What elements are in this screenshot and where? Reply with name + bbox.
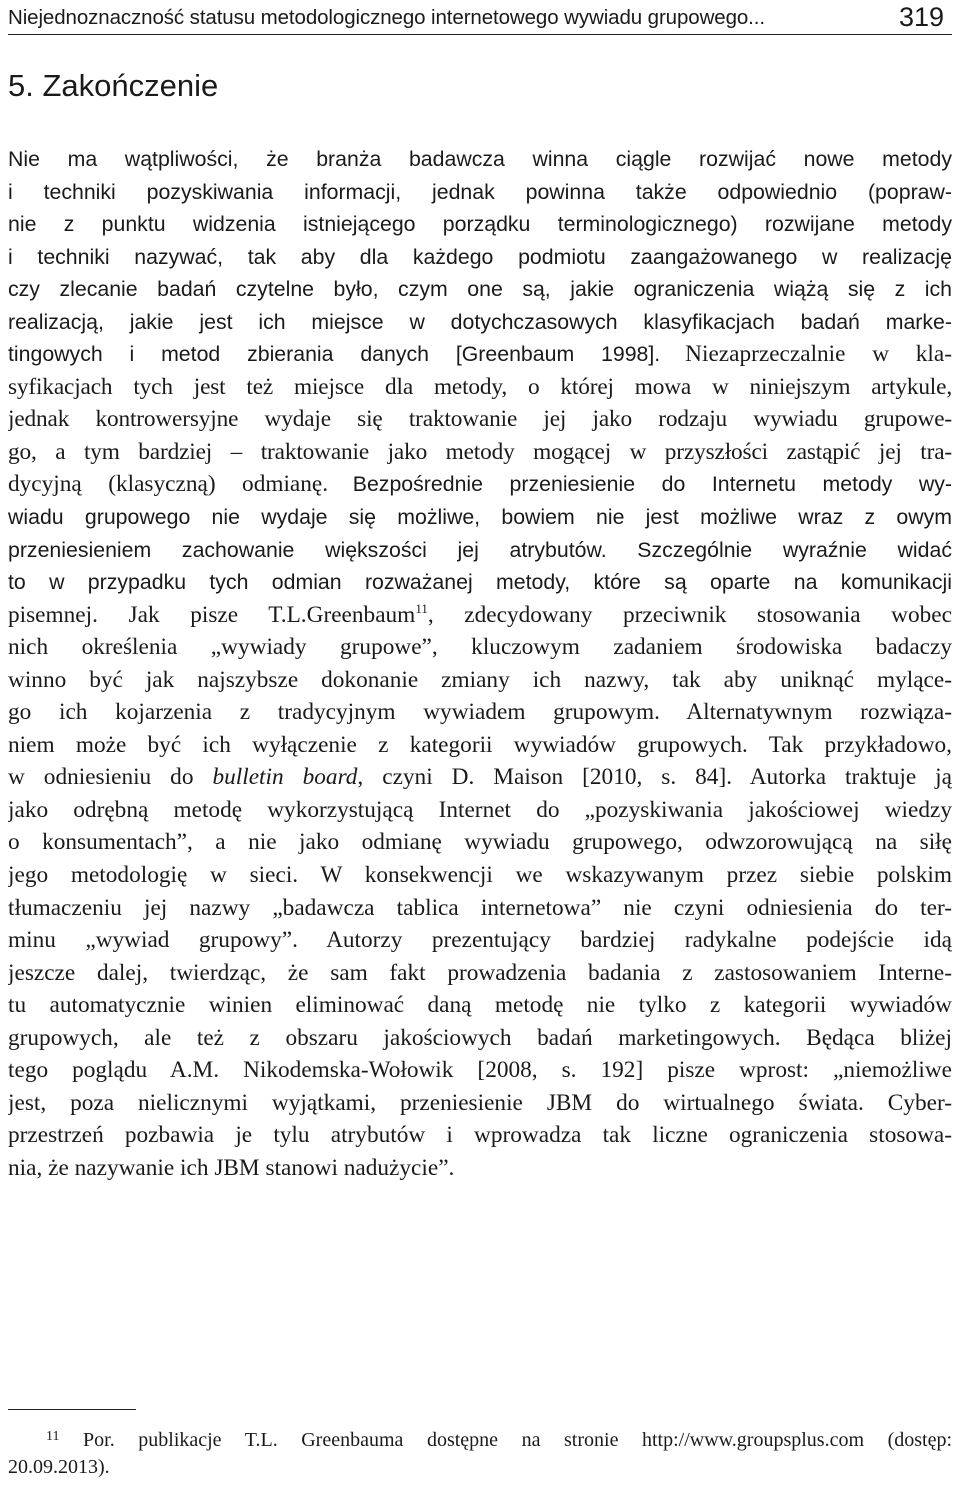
text-segment: Bezpośrednie przeniesienie do Internetu metody wy- [352,472,952,497]
text-line: realizacją, jakie jest ich miejsce w dotychczasowych klasyfikacjach badań marke- [8,309,952,334]
footnote-divider [8,1409,136,1410]
text-segment: dycyjną (klasyczną) odmianę. [8,471,329,498]
text-line: jego metodologię w sieci. W konsekwencji we wskazywanym przez siebie polskim [8,862,952,889]
text-line [8,468,952,501]
text-segment: , zdecydowany przeciwnik stosowania wobec [427,601,952,628]
text-line: nie z punktu widzenia istniejącego porządku terminologicznego) rozwijane metody [8,212,952,237]
footnote-text: Por. publikacje T.L. Greenbauma dostępne na stronie http://www.groupsplus.com (dostęp: [83,1429,952,1451]
text-line: niem może być ich wyłączenie z kategorii wywiadów grupowych. Tak przykładowo, [8,731,952,758]
text-line: nich określenia „wywiady grupowe”, kluczowym zadaniem środowiska badaczy [8,634,952,661]
text-line: przeniesieniem zachowanie większości jej atrybutów. Szczególnie wyraźnie widać [8,537,952,562]
text-line [8,761,952,794]
text-segment: Niezaprzeczalnie w kla- [685,341,952,368]
text-line: nia, że nazywanie ich JBM stanowi nadużycie”. [8,1154,455,1181]
text-line: Nie ma wątpliwości, że branża badawcza winna ciągle rozwijać nowe metody [8,147,952,171]
text-line: tłumaczeniu jej nazwy „badawcza tablica internetowa” nie czyni odniesienia do ter- [8,894,952,921]
footnote-reference: 11 [415,600,428,616]
text-line: przestrzeń pozbawia je tylu atrybutów i wprowadza tak liczne ograniczenia stosowa- [8,1122,952,1149]
text-line: wiadu grupowego nie wydaje się możliwe, bowiem nie jest możliwe wraz z owym [8,505,952,530]
text-segment: , czyni D. Maison [2010, s. 84]. Autorka traktuje ją [357,764,952,791]
text-segment: w odniesieniu do [8,764,213,791]
text-line: minu „wywiad grupowy”. Autorzy prezentujący bardziej radykalne podejście idą [8,927,952,954]
footnote-line: 20.09.2013). [8,1456,110,1478]
text-line [8,338,952,371]
text-line [8,599,952,632]
text-line: tu automatycznie winien eliminować daną metodę nie tylko z kategorii wywiadów [8,992,952,1019]
text-line: go ich kojarzenia z tradycyjnym wywiadem grupowym. Alternatywnym rozwiąza- [8,699,952,726]
text-line: i techniki nazywać, tak aby dla każdego podmiotu zaangażowanego w realizację [8,244,952,269]
text-line: tego poglądu A.M. Nikodemska-Wołowik [2008, s. 192] pisze wprost: „niemożliwe [8,1057,952,1084]
footnote-marker: 11 [46,1429,60,1444]
text-line: jednak kontrowersyjne wydaje się traktowanie jej jako rodzaju wywiadu grupowe- [8,406,952,433]
text-line: i techniki pozyskiwania informacji, jednak powinna także odpowiednio (popraw- [8,179,952,204]
emphasis-term: bulletin board [212,764,358,791]
footnote [8,1427,952,1481]
footnote-line [8,1427,952,1454]
section-heading: 5. Zakończenie [8,68,219,103]
running-header [8,2,952,35]
body-paragraph [8,143,952,1185]
text-line: jako odrębną metodę wykorzystującą Internet do „pozyskiwania jakościowej wiedzy [8,796,952,823]
page-number: 319 [898,2,944,32]
text-line: to w przypadku tych odmian rozważanej metody, które są oparte na komunikacji [8,570,952,595]
text-line: grupowych, ale też z obszaru jakościowych badań marketingowych. Będąca bliżej [8,1024,952,1051]
text-line: winno być jak najszybsze dokonanie zmiany ich nazwy, tak aby uniknąć mylące- [8,666,952,693]
text-line: jeszcze dalej, twierdząc, że sam fakt prowadzenia badania z zastosowaniem Interne- [8,959,952,986]
text-line: jest, poza nielicznymi wyjątkami, przeniesienie JBM do wirtualnego świata. Cyber- [8,1089,952,1116]
text-line: syfikacjach tych jest też miejsce dla metody, o której mowa w niniejszym artykule, [8,373,952,400]
text-line: czy zlecanie badań czytelne było, czym one są, jakie ograniczenia wiążą się z ich [8,277,952,302]
running-title: Niejednoznaczność statusu metodologicznego internetowego wywiadu grupowego... [8,6,765,29]
text-line: go, a tym bardziej – traktowanie jako metody mogącej w przyszłości zastąpić jej tra- [8,438,952,465]
text-line: o konsumentach”, a nie jako odmianę wywiadu grupowego, odwzorowującą na siłę [8,829,952,856]
text-segment: pisemnej. Jak pisze T.L.Greenbaum [8,601,416,628]
text-segment: tingowych i metod zbierania danych [Greenbaum 1998]. [8,342,661,367]
